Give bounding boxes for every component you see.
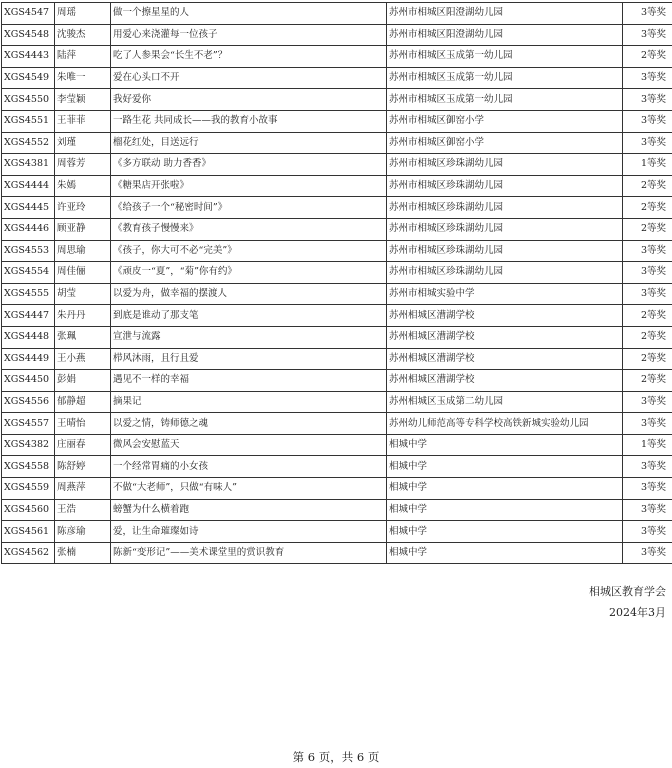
- table-row: [2, 262, 672, 284]
- author-cell: 周瑶: [55, 3, 111, 25]
- table-row: [2, 154, 672, 176]
- author-cell: 周思瑜: [55, 240, 111, 262]
- award-level-cell: 3等奖: [623, 24, 672, 46]
- entry-id-cell: XGS4559: [2, 478, 55, 500]
- school-cell: 苏州市相城区御窑小学: [387, 132, 623, 154]
- author-cell: 沈骏杰: [55, 24, 111, 46]
- award-level-cell: 3等奖: [623, 521, 672, 543]
- school-cell: 苏州市相城区珍珠湖幼儿园: [387, 240, 623, 262]
- school-cell: 苏州市相城区珍珠湖幼儿园: [387, 154, 623, 176]
- entry-id-cell: XGS4560: [2, 499, 55, 521]
- award-level-cell: 3等奖: [623, 240, 672, 262]
- author-cell: 王晴怡: [55, 413, 111, 435]
- school-cell: 相城中学: [387, 542, 623, 564]
- table-row: [2, 46, 672, 68]
- entry-id-cell: XGS4551: [2, 110, 55, 132]
- award-level-cell: 3等奖: [623, 283, 672, 305]
- table-row: [2, 521, 672, 543]
- school-cell: 相城中学: [387, 521, 623, 543]
- table-row: [2, 175, 672, 197]
- issue-date: 2024年3月: [609, 606, 666, 619]
- school-cell: 苏州相城区漕湖学校: [387, 326, 623, 348]
- entry-id-cell: XGS4447: [2, 305, 55, 327]
- table-row: [2, 370, 672, 392]
- school-cell: 苏州市相城实验中学: [387, 283, 623, 305]
- entry-id-cell: XGS4557: [2, 413, 55, 435]
- table-row: [2, 67, 672, 89]
- table-row: [2, 478, 672, 500]
- author-cell: 王菲菲: [55, 110, 111, 132]
- entry-id-cell: XGS4450: [2, 370, 55, 392]
- school-cell: 相城中学: [387, 478, 623, 500]
- award-level-cell: 3等奖: [623, 3, 672, 25]
- school-cell: 苏州市相城区珍珠湖幼儿园: [387, 218, 623, 240]
- work-title-cell: 《糖果店开张啦》: [111, 175, 387, 197]
- school-cell: 苏州相城区玉成第二幼儿园: [387, 391, 623, 413]
- work-title-cell: 以爱为舟，做幸福的摆渡人: [111, 283, 387, 305]
- author-cell: 许亚玲: [55, 197, 111, 219]
- table-row: [2, 197, 672, 219]
- work-title-cell: 榴花红处，目送远行: [111, 132, 387, 154]
- entry-id-cell: XGS4550: [2, 89, 55, 111]
- award-level-cell: 3等奖: [623, 132, 672, 154]
- school-cell: 苏州相城区漕湖学校: [387, 305, 623, 327]
- award-level-cell: 2等奖: [623, 197, 672, 219]
- school-cell: 苏州市相城区玉成第一幼儿园: [387, 46, 623, 68]
- award-level-cell: 3等奖: [623, 413, 672, 435]
- award-level-cell: 3等奖: [623, 478, 672, 500]
- table-row: [2, 24, 672, 46]
- author-cell: 朱丹丹: [55, 305, 111, 327]
- entry-id-cell: XGS4558: [2, 456, 55, 478]
- table-row: [2, 240, 672, 262]
- work-title-cell: 宣泄与流露: [111, 326, 387, 348]
- author-cell: 周燕萍: [55, 478, 111, 500]
- table-row: [2, 218, 672, 240]
- work-title-cell: 《多方联动 助力香香》: [111, 154, 387, 176]
- table-row: [2, 283, 672, 305]
- entry-id-cell: XGS4549: [2, 67, 55, 89]
- awards-table-body: [2, 3, 672, 564]
- school-cell: 相城中学: [387, 456, 623, 478]
- table-row: [2, 348, 672, 370]
- award-level-cell: 2等奖: [623, 326, 672, 348]
- school-cell: 苏州市相城区阳澄湖幼儿园: [387, 3, 623, 25]
- table-row: [2, 326, 672, 348]
- work-title-cell: 遇见不一样的幸福: [111, 370, 387, 392]
- work-title-cell: 螃蟹为什么横着跑: [111, 499, 387, 521]
- award-level-cell: 2等奖: [623, 348, 672, 370]
- author-cell: 陈舒婷: [55, 456, 111, 478]
- work-title-cell: 以爱之情，铸师德之魂: [111, 413, 387, 435]
- work-title-cell: 陈新“变形记”——美术课堂里的赏识教育: [111, 542, 387, 564]
- award-level-cell: 2等奖: [623, 46, 672, 68]
- school-cell: 苏州市相城区阳澄湖幼儿园: [387, 24, 623, 46]
- work-title-cell: 我好爱你: [111, 89, 387, 111]
- work-title-cell: 爱，让生命璀璨如诗: [111, 521, 387, 543]
- award-level-cell: 3等奖: [623, 110, 672, 132]
- award-level-cell: 3等奖: [623, 67, 672, 89]
- author-cell: 刘瑾: [55, 132, 111, 154]
- table-row: [2, 542, 672, 564]
- entry-id-cell: XGS4448: [2, 326, 55, 348]
- table-row: [2, 89, 672, 111]
- award-level-cell: 1等奖: [623, 154, 672, 176]
- table-row: [2, 413, 672, 435]
- school-cell: 相城中学: [387, 434, 623, 456]
- entry-id-cell: XGS4445: [2, 197, 55, 219]
- award-level-cell: 2等奖: [623, 305, 672, 327]
- table-row: [2, 434, 672, 456]
- author-cell: 郁静超: [55, 391, 111, 413]
- work-title-cell: 一个经常胃痛的小女孩: [111, 456, 387, 478]
- work-title-cell: 栉风沐雨，且行且爱: [111, 348, 387, 370]
- author-cell: 张珮: [55, 326, 111, 348]
- entry-id-cell: XGS4561: [2, 521, 55, 543]
- award-level-cell: 2等奖: [623, 218, 672, 240]
- entry-id-cell: XGS4444: [2, 175, 55, 197]
- entry-id-cell: XGS4555: [2, 283, 55, 305]
- award-level-cell: 3等奖: [623, 456, 672, 478]
- work-title-cell: 一路生花 共同成长——我的教育小故事: [111, 110, 387, 132]
- school-cell: 苏州幼儿师范高等专科学校高铁新城实验幼儿园: [387, 413, 623, 435]
- table-row: [2, 132, 672, 154]
- work-title-cell: 到底是谁动了那支笔: [111, 305, 387, 327]
- entry-id-cell: XGS4547: [2, 3, 55, 25]
- author-cell: 陈彦瑜: [55, 521, 111, 543]
- issuing-organization: 相城区教育学会: [589, 585, 666, 598]
- table-row: [2, 456, 672, 478]
- work-title-cell: 微风会安慰蓝天: [111, 434, 387, 456]
- school-cell: 苏州市相城区玉成第一幼儿园: [387, 67, 623, 89]
- table-row: [2, 3, 672, 25]
- work-title-cell: 《教育孩子慢慢来》: [111, 218, 387, 240]
- author-cell: 周蓉芳: [55, 154, 111, 176]
- work-title-cell: 《孩子，你大可不必“完美”》: [111, 240, 387, 262]
- awards-table: [1, 2, 672, 564]
- author-cell: 彭娟: [55, 370, 111, 392]
- author-cell: 李莹颖: [55, 89, 111, 111]
- entry-id-cell: XGS4382: [2, 434, 55, 456]
- entry-id-cell: XGS4554: [2, 262, 55, 284]
- author-cell: 陆萍: [55, 46, 111, 68]
- entry-id-cell: XGS4548: [2, 24, 55, 46]
- entry-id-cell: XGS4449: [2, 348, 55, 370]
- table-row: [2, 391, 672, 413]
- school-cell: 苏州市相城区玉成第一幼儿园: [387, 89, 623, 111]
- work-title-cell: 吃了人参果会“长生不老”？: [111, 46, 387, 68]
- work-title-cell: 用爱心来浇灌每一位孩子: [111, 24, 387, 46]
- table-row: [2, 499, 672, 521]
- award-level-cell: 3等奖: [623, 499, 672, 521]
- award-level-cell: 3等奖: [623, 542, 672, 564]
- author-cell: 朱唯一: [55, 67, 111, 89]
- award-level-cell: 3等奖: [623, 89, 672, 111]
- school-cell: 相城中学: [387, 499, 623, 521]
- work-title-cell: 做一个擦星星的人: [111, 3, 387, 25]
- entry-id-cell: XGS4443: [2, 46, 55, 68]
- author-cell: 胡莹: [55, 283, 111, 305]
- award-level-cell: 2等奖: [623, 175, 672, 197]
- author-cell: 王小燕: [55, 348, 111, 370]
- school-cell: 苏州市相城区珍珠湖幼儿园: [387, 197, 623, 219]
- award-level-cell: 1等奖: [623, 434, 672, 456]
- school-cell: 苏州相城区漕湖学校: [387, 348, 623, 370]
- work-title-cell: 《顽皮一“夏”，“菊”你有约》: [111, 262, 387, 284]
- entry-id-cell: XGS4552: [2, 132, 55, 154]
- award-level-cell: 2等奖: [623, 370, 672, 392]
- work-title-cell: 摘果记: [111, 391, 387, 413]
- work-title-cell: 《给孩子一个“秘密时间”》: [111, 197, 387, 219]
- author-cell: 张楠: [55, 542, 111, 564]
- page-number: 第 6 页，共 6 页: [292, 750, 380, 764]
- table-row: [2, 305, 672, 327]
- work-title-cell: 爱在心头口不开: [111, 67, 387, 89]
- school-cell: 苏州市相城区珍珠湖幼儿园: [387, 175, 623, 197]
- entry-id-cell: XGS4556: [2, 391, 55, 413]
- author-cell: 朱嫣: [55, 175, 111, 197]
- entry-id-cell: XGS4562: [2, 542, 55, 564]
- school-cell: 苏州市相城区珍珠湖幼儿园: [387, 262, 623, 284]
- entry-id-cell: XGS4381: [2, 154, 55, 176]
- school-cell: 苏州市相城区御窑小学: [387, 110, 623, 132]
- entry-id-cell: XGS4446: [2, 218, 55, 240]
- author-cell: 周佳俪: [55, 262, 111, 284]
- author-cell: 顾亚静: [55, 218, 111, 240]
- award-level-cell: 3等奖: [623, 262, 672, 284]
- school-cell: 苏州相城区漕湖学校: [387, 370, 623, 392]
- award-level-cell: 3等奖: [623, 391, 672, 413]
- table-row: [2, 110, 672, 132]
- author-cell: 庄丽春: [55, 434, 111, 456]
- work-title-cell: 不做“大老师”，只做“有味人”: [111, 478, 387, 500]
- author-cell: 王浩: [55, 499, 111, 521]
- entry-id-cell: XGS4553: [2, 240, 55, 262]
